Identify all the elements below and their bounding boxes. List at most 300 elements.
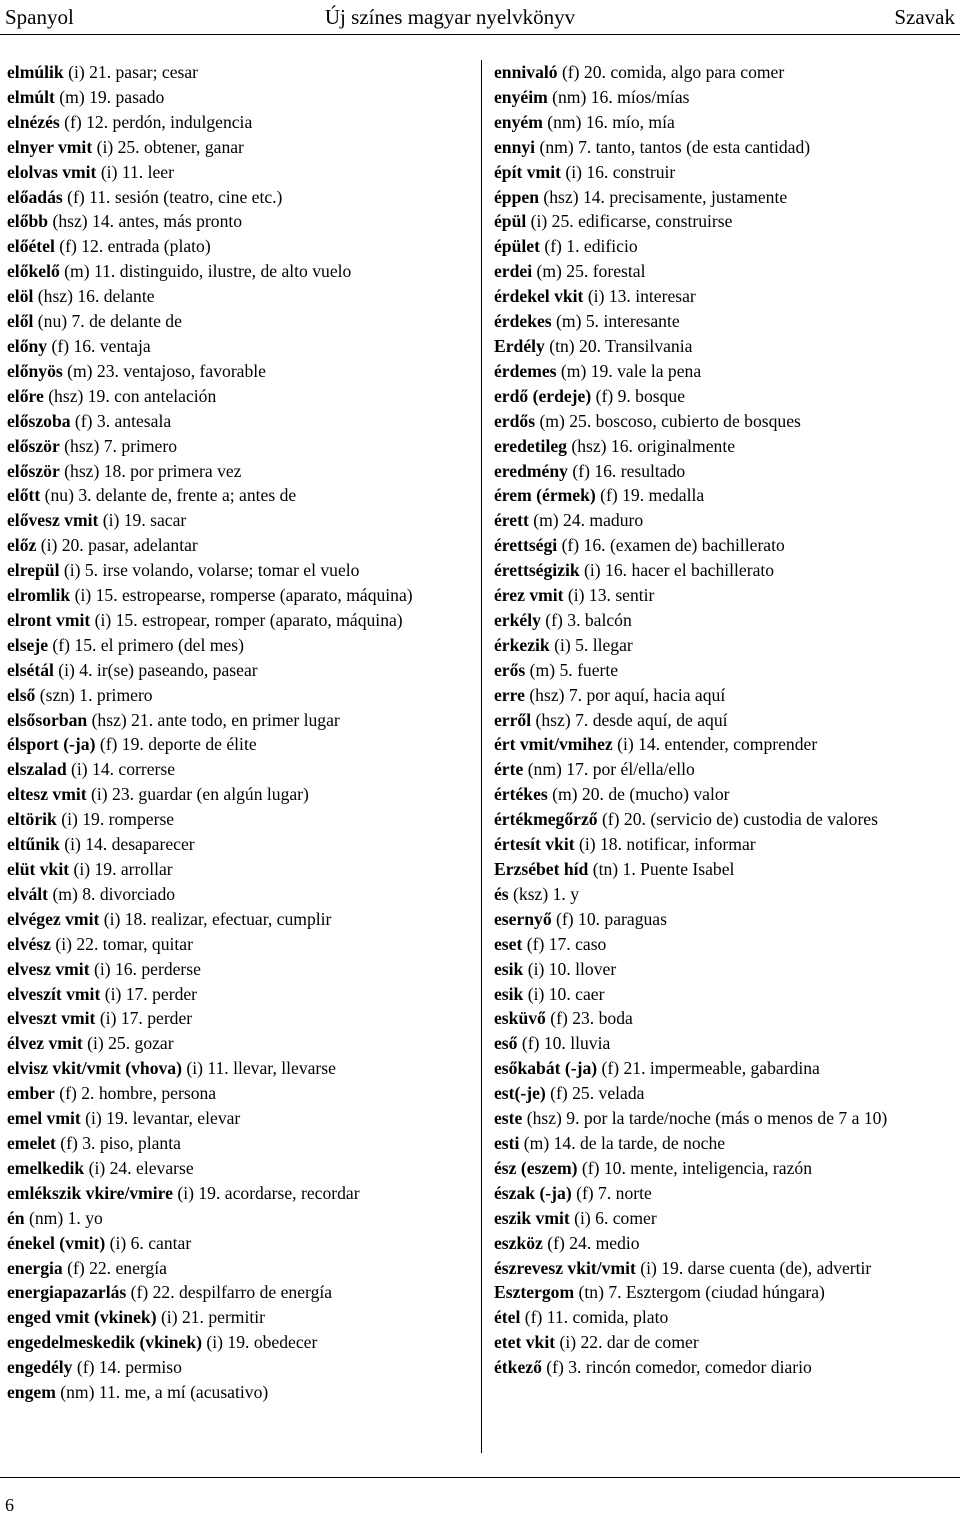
entry-definition: forestal	[592, 261, 646, 282]
entry-definition: delante de, frente a; antes de	[95, 485, 297, 506]
header-language: Spanyol	[5, 5, 74, 29]
entry-definition: perder	[152, 983, 198, 1004]
entry-headword: elsétál	[7, 659, 54, 680]
column-divider	[481, 60, 482, 1453]
entry-headword: előkelő	[7, 261, 60, 282]
entry-definition: cantar	[148, 1232, 192, 1253]
entry-grammar: (f) 7.	[571, 1182, 616, 1203]
dictionary-entry	[494, 1156, 954, 1181]
dictionary-entry	[494, 982, 954, 1007]
dictionary-entry	[494, 782, 954, 807]
dictionary-entry	[494, 708, 954, 733]
header-book-title: Új színes magyar nyelvkönyv	[324, 5, 576, 29]
entry-headword: érettségizik	[494, 560, 580, 581]
entry-grammar: (f) 2.	[54, 1083, 99, 1104]
dictionary-entry	[494, 732, 954, 757]
entry-headword: esik	[494, 958, 524, 979]
entry-grammar: (f) 20.	[597, 809, 651, 830]
dictionary-entry	[7, 359, 467, 384]
entry-headword: ennivaló	[494, 62, 558, 82]
entry-definition: velada	[598, 1083, 645, 1104]
entry-headword: ért vmit/vmihez	[494, 734, 613, 755]
dictionary-entry	[7, 85, 467, 110]
entry-grammar: (i) 19.	[69, 859, 121, 879]
entry-headword: elvisz vkit/vmit (vhova)	[7, 1058, 182, 1079]
entry-headword: elrepül	[7, 560, 60, 581]
entry-headword: energia	[7, 1257, 63, 1278]
entry-definition: perder	[147, 1008, 193, 1029]
entry-headword: etet vkit	[494, 1332, 556, 1353]
entry-grammar: (i) 13.	[583, 286, 636, 307]
entry-grammar: (nm) 17.	[523, 759, 593, 780]
dictionary-entry	[494, 309, 954, 334]
right-column	[494, 60, 954, 1380]
entry-grammar: (hsz) 18.	[59, 460, 131, 481]
entry-grammar: (i) 19.	[56, 809, 109, 830]
entry-definition: de la tarde, de noche	[580, 1132, 726, 1153]
dictionary-entry	[7, 1156, 467, 1181]
entry-definition: perderse	[141, 958, 201, 979]
entry-definition: guardar (en algún lugar)	[138, 784, 309, 805]
dictionary-entry	[7, 683, 467, 708]
entry-grammar: (i) 6.	[105, 1232, 149, 1253]
entry-definition: construir	[612, 161, 676, 182]
entry-headword: épület	[494, 236, 540, 257]
entry-headword: enged vmit (vkinek)	[7, 1307, 157, 1328]
dictionary-entry	[494, 1231, 954, 1256]
entry-definition: fuerte	[577, 659, 619, 680]
dictionary-entry	[7, 832, 467, 857]
entry-definition: perdón, indulgencia	[112, 111, 253, 132]
entry-headword: előtt	[7, 485, 41, 506]
entry-headword: elnézés	[7, 111, 60, 132]
entry-grammar: (i) 25.	[92, 136, 144, 157]
entry-headword: elszalad	[7, 759, 67, 780]
entry-definition: desaparecer	[111, 834, 195, 855]
dictionary-entry	[494, 359, 954, 384]
entry-definition: paraguas	[604, 908, 667, 929]
entry-headword: elseje	[7, 634, 49, 655]
dictionary-entry	[494, 857, 954, 882]
entry-headword: emel vmit	[7, 1108, 81, 1129]
entry-headword: este	[494, 1108, 523, 1129]
entry-definition: el primero (del mes)	[100, 634, 244, 655]
entry-definition: tanto, tantos (de esta cantidad)	[595, 136, 811, 157]
entry-definition: mente, inteligencia, razón	[630, 1157, 813, 1178]
dictionary-entry	[494, 1305, 954, 1330]
entry-definition: lluvia	[570, 1033, 611, 1054]
entry-grammar: (f) 21.	[597, 1058, 650, 1079]
entry-grammar: (i) 14.	[59, 834, 112, 855]
entry-headword: élsport (-ja)	[7, 734, 96, 755]
entry-grammar: (i) 18.	[574, 834, 627, 855]
entry-grammar: (i) 15.	[90, 609, 143, 630]
dictionary-entry	[494, 907, 954, 932]
entry-grammar: (m) 19.	[54, 86, 116, 107]
entry-definition: impermeable, gabardina	[649, 1058, 820, 1079]
dictionary-entry	[494, 1006, 954, 1031]
entry-definition: distinguido, ilustre, de alto vuelo	[119, 261, 352, 282]
entry-grammar: (i) 21.	[63, 62, 116, 82]
entry-headword: Esztergom	[494, 1282, 575, 1303]
entry-headword: előre	[7, 385, 44, 406]
dictionary-entry	[494, 1355, 954, 1380]
entry-grammar: (f) 10.	[577, 1157, 631, 1178]
entry-definition: ir(se) paseando, pasear	[96, 659, 258, 680]
entry-grammar: (f) 3.	[540, 609, 585, 630]
entry-grammar: (hsz) 9.	[522, 1108, 584, 1129]
dictionary-entry	[7, 957, 467, 982]
entry-grammar: (i) 17.	[95, 1008, 148, 1029]
entry-headword: eset	[494, 933, 523, 954]
dictionary-entry	[7, 1081, 467, 1106]
dictionary-entry	[494, 932, 954, 957]
dictionary-entry	[7, 583, 467, 608]
entry-grammar: (tn) 20.	[544, 335, 606, 356]
dictionary-entry	[494, 1131, 954, 1156]
entry-headword: eredetileg	[494, 435, 567, 456]
dictionary-entry	[494, 209, 954, 234]
entry-headword: előz	[7, 535, 37, 556]
entry-headword: elvesz vmit	[7, 958, 90, 979]
entry-grammar: (f) 3.	[541, 1357, 586, 1378]
entry-definition: piso, planta	[99, 1132, 181, 1153]
entry-definition: pasar; cesar	[115, 62, 199, 82]
entry-headword: észak (-ja)	[494, 1182, 572, 1203]
entry-grammar: (nm) 16.	[542, 111, 613, 132]
entry-headword: elront vmit	[7, 609, 91, 630]
entry-grammar: (m) 24.	[528, 510, 590, 531]
entry-headword: érez vmit	[494, 585, 564, 606]
dictionary-entry	[494, 459, 954, 484]
entry-grammar: (f) 16.	[557, 535, 610, 556]
entry-definition: elevarse	[136, 1157, 194, 1178]
entry-grammar: (i) 4.	[53, 659, 97, 680]
entry-definition: desde aquí, de aquí	[592, 709, 728, 730]
dictionary-entry	[7, 1355, 467, 1380]
entry-grammar: (m) 11.	[59, 261, 120, 282]
entry-headword: esernyő	[494, 908, 552, 929]
dictionary-entry	[494, 409, 954, 434]
entry-grammar: (nm) 16.	[547, 86, 618, 107]
entry-headword: erős	[494, 659, 526, 680]
entry-headword: értesít vkit	[494, 834, 575, 855]
dictionary-entry	[494, 1081, 954, 1106]
entry-headword: élvez vmit	[7, 1033, 83, 1054]
entry-definition: hacer el bachillerato	[631, 560, 775, 581]
entry-definition: tomar, quitar	[102, 933, 193, 954]
entry-grammar: (hsz) 16.	[566, 435, 638, 456]
entry-headword: eltörik	[7, 809, 57, 830]
entry-definition: sacar	[150, 510, 187, 531]
dictionary-entry	[7, 259, 467, 284]
dictionary-entry	[494, 160, 954, 185]
dictionary-entry	[494, 135, 954, 160]
entry-grammar: (hsz) 7.	[59, 435, 122, 456]
entry-grammar: (f) 10.	[517, 1033, 571, 1054]
dictionary-entry	[494, 658, 954, 683]
entry-grammar: (f) 12.	[59, 111, 113, 132]
entry-definition: (examen de) bachillerato	[609, 535, 785, 556]
entry-definition: leer	[147, 161, 174, 182]
entry-headword: előnyös	[7, 360, 63, 381]
entry-grammar: (f) 25.	[545, 1083, 599, 1104]
entry-headword: érkezik	[494, 634, 550, 655]
entry-grammar: (i) 23.	[86, 784, 139, 805]
entry-grammar: (i) 18.	[99, 908, 152, 929]
entry-grammar: (f) 3.	[55, 1132, 100, 1153]
entry-headword: érdekel vkit	[494, 286, 584, 307]
dictionary-entry	[494, 683, 954, 708]
dictionary-entry	[7, 857, 467, 882]
entry-headword: eltesz vmit	[7, 784, 87, 805]
entry-definition: entrada (plato)	[107, 236, 211, 257]
entry-definition: con antelación	[114, 385, 217, 406]
entry-definition: notificar, informar	[626, 834, 756, 855]
dictionary-entry	[7, 732, 467, 757]
entry-headword: elvész	[7, 933, 51, 954]
entry-grammar: (i) 17.	[100, 983, 153, 1004]
entry-grammar: (i) 19.	[635, 1257, 688, 1278]
entry-definition: ventajoso, favorable	[123, 360, 266, 381]
dictionary-entry	[494, 882, 954, 907]
dictionary-entry	[494, 1181, 954, 1206]
entry-grammar: (tn) 1.	[588, 859, 641, 879]
entry-definition: Puente Isabel	[640, 859, 735, 879]
dictionary-entry	[7, 234, 467, 259]
entry-definition: y	[570, 883, 580, 904]
entry-definition: ante todo, en primer lugar	[157, 709, 340, 730]
entry-grammar: (f) 1.	[539, 236, 584, 257]
entry-headword: emelet	[7, 1132, 56, 1153]
entry-definition: correrse	[118, 759, 176, 780]
entry-grammar: (hsz) 7.	[531, 709, 593, 730]
entry-headword: érettségi	[494, 535, 558, 556]
entry-grammar: (m) 5.	[525, 659, 578, 680]
entry-grammar: (i) 22.	[50, 933, 103, 954]
header-rule	[0, 34, 960, 35]
entry-grammar: (m) 25.	[535, 410, 596, 431]
dictionary-entry	[494, 60, 954, 85]
entry-grammar: (f) 10.	[551, 908, 605, 929]
entry-headword: előszoba	[7, 410, 71, 431]
dictionary-entry	[7, 1056, 467, 1081]
entry-headword: étkező	[494, 1357, 542, 1378]
entry-definition: balcón	[584, 609, 632, 630]
entry-grammar: (nm) 11.	[55, 1382, 125, 1403]
dictionary-entry	[7, 209, 467, 234]
entry-headword: érem (érmek)	[494, 485, 596, 506]
entry-grammar: (f) 15.	[48, 634, 101, 655]
left-column	[7, 60, 467, 1405]
entry-headword: elsősorban	[7, 709, 88, 730]
dictionary-entry	[7, 110, 467, 135]
entry-headword: eltűnik	[7, 834, 60, 855]
entry-grammar: (i) 16.	[579, 560, 632, 581]
entry-grammar: (m) 23.	[62, 360, 124, 381]
entry-definition: precisamente, justamente	[609, 186, 788, 207]
entry-headword: erre	[494, 684, 525, 705]
entry-grammar: (f) 20.	[557, 62, 611, 82]
entry-definition: por primera vez	[130, 460, 242, 481]
entry-definition: rincón comedor, comedor diario	[585, 1357, 812, 1378]
entry-headword: est(-je)	[494, 1083, 546, 1104]
entry-headword: elromlik	[7, 585, 71, 606]
dictionary-entry	[494, 1280, 954, 1305]
entry-grammar: (f) 11.	[62, 186, 115, 207]
entry-definition: míos/mías	[617, 86, 690, 107]
entry-headword: értékmegőrző	[494, 809, 598, 830]
entry-headword: eredmény	[494, 460, 568, 481]
entry-headword: erdő (erdeje)	[494, 385, 592, 406]
entry-definition: mío, mía	[612, 111, 675, 132]
dictionary-entry	[494, 185, 954, 210]
entry-headword: Erzsébet híd	[494, 859, 589, 879]
header-section: Szavak	[894, 5, 955, 29]
entry-definition: energía	[115, 1257, 167, 1278]
entry-grammar: (f) 24.	[542, 1232, 596, 1253]
dictionary-entry	[494, 832, 954, 857]
entry-headword: érett	[494, 510, 529, 531]
entry-grammar: (i) 10.	[523, 983, 576, 1004]
entry-headword: engem	[7, 1382, 56, 1403]
entry-grammar: (m) 8.	[48, 883, 100, 904]
entry-headword: énekel (vmit)	[7, 1232, 106, 1253]
dictionary-entry	[7, 1006, 467, 1031]
entry-grammar: (i) 5.	[59, 560, 103, 581]
dictionary-entry	[494, 508, 954, 533]
entry-grammar: (i) 14.	[66, 759, 119, 780]
entry-headword: ész (eszem)	[494, 1157, 578, 1178]
dictionary-entry	[7, 483, 467, 508]
entry-definition: darse cuenta (de), advertir	[687, 1257, 872, 1278]
dictionary-entry	[7, 533, 467, 558]
entry-grammar: (f) 16.	[567, 460, 621, 481]
dictionary-entry	[494, 757, 954, 782]
entry-headword: Erdély	[494, 335, 545, 356]
entry-headword: elolvas vmit	[7, 161, 97, 182]
entry-grammar: (m) 19.	[556, 360, 618, 381]
entry-headword: érte	[494, 759, 524, 780]
entry-grammar: (i) 20.	[36, 535, 89, 556]
entry-definition: bosque	[635, 385, 686, 406]
entry-headword: elveszt vmit	[7, 1008, 96, 1029]
entry-grammar: (hsz) 19.	[43, 385, 115, 406]
entry-headword: emelkedik	[7, 1157, 85, 1178]
entry-headword: előadás	[7, 186, 63, 207]
entry-definition: divorciado	[99, 883, 176, 904]
dictionary-entry	[494, 558, 954, 583]
page-number: 6	[5, 1495, 14, 1515]
dictionary-entry	[494, 434, 954, 459]
entry-grammar: (hsz) 14.	[538, 186, 610, 207]
entry-definition: acordarse, recordar	[224, 1182, 360, 1203]
entry-headword: esőkabát (-ja)	[494, 1058, 598, 1079]
entry-headword: érdekes	[494, 311, 552, 332]
dictionary-entry	[7, 1256, 467, 1281]
entry-headword: elnyer vmit	[7, 136, 93, 157]
entry-grammar: (i) 13.	[563, 585, 616, 606]
dictionary-entry	[494, 1256, 954, 1281]
entry-grammar: (hsz) 16.	[33, 286, 104, 307]
dictionary-entry	[494, 1106, 954, 1131]
entry-grammar: (i) 14.	[612, 734, 665, 755]
dictionary-entry	[7, 1330, 467, 1355]
entry-headword: esküvő	[494, 1008, 546, 1029]
dictionary-entry	[7, 1206, 467, 1231]
entry-grammar: (m) 5.	[551, 311, 604, 332]
entry-grammar: (f) 23.	[545, 1008, 599, 1029]
dictionary-entry	[7, 782, 467, 807]
entry-headword: emlékszik vkire/vmire	[7, 1182, 173, 1203]
page-header	[0, 0, 960, 36]
dictionary-entry	[494, 633, 954, 658]
entry-grammar: (m) 25.	[532, 261, 593, 282]
entry-definition: comer	[612, 1207, 657, 1228]
entry-headword: és	[494, 883, 509, 904]
dictionary-entry	[7, 459, 467, 484]
entry-headword: elől	[7, 311, 34, 332]
dictionary-entry	[7, 334, 467, 359]
entry-definition: delante	[103, 286, 155, 307]
dictionary-entry	[7, 807, 467, 832]
entry-headword: én	[7, 1207, 25, 1228]
entry-definition: llegar	[592, 634, 633, 655]
entry-grammar: (nu) 3.	[40, 485, 96, 506]
dictionary-entry	[7, 1131, 467, 1156]
entry-headword: eszik vmit	[494, 1207, 570, 1228]
entry-definition: ventaja	[99, 335, 151, 356]
dictionary-entry	[7, 384, 467, 409]
dictionary-entry	[494, 234, 954, 259]
entry-headword: eszköz	[494, 1232, 543, 1253]
entry-grammar: (f) 19.	[595, 485, 649, 506]
entry-definition: pasar, adelantar	[88, 535, 198, 556]
entry-grammar: (i) 11.	[181, 1058, 234, 1079]
dictionary-entry	[494, 807, 954, 832]
entry-definition: despilfarro de energía	[179, 1282, 333, 1303]
entry-definition: por la tarde/noche (más o menos de 7 a 10)	[583, 1108, 888, 1129]
dictionary-entry	[494, 1031, 954, 1056]
dictionary-entry	[7, 558, 467, 583]
entry-headword: elüt vkit	[7, 859, 70, 879]
entry-definition: caer	[575, 983, 605, 1004]
entry-grammar: (i) 24.	[84, 1157, 137, 1178]
dictionary-entry	[7, 135, 467, 160]
entry-grammar: (hsz) 7.	[524, 684, 587, 705]
entry-definition: caso	[575, 933, 607, 954]
entry-grammar: (m) 14.	[519, 1132, 580, 1153]
dictionary-entry	[7, 185, 467, 210]
entry-definition: norte	[615, 1182, 652, 1203]
entry-headword: először	[7, 460, 60, 481]
entry-definition: antesala	[114, 410, 172, 431]
entry-definition: sentir	[615, 585, 655, 606]
entry-definition: edificio	[583, 236, 638, 257]
entry-grammar: (i) 16.	[560, 161, 613, 182]
entry-definition: interesar	[635, 286, 696, 307]
entry-headword: érdemes	[494, 360, 557, 381]
entry-headword: éppen	[494, 186, 539, 207]
dictionary-entry	[494, 384, 954, 409]
dictionary-entry	[494, 259, 954, 284]
dictionary-entry	[494, 583, 954, 608]
entry-grammar: (i) 19.	[202, 1332, 254, 1353]
entry-definition: sesión (teatro, cine etc.)	[114, 186, 283, 207]
entry-definition: edificarse, construirse	[578, 211, 733, 232]
entry-definition: romperse	[108, 809, 175, 830]
entry-headword: észrevesz vkit/vmit	[494, 1257, 636, 1278]
